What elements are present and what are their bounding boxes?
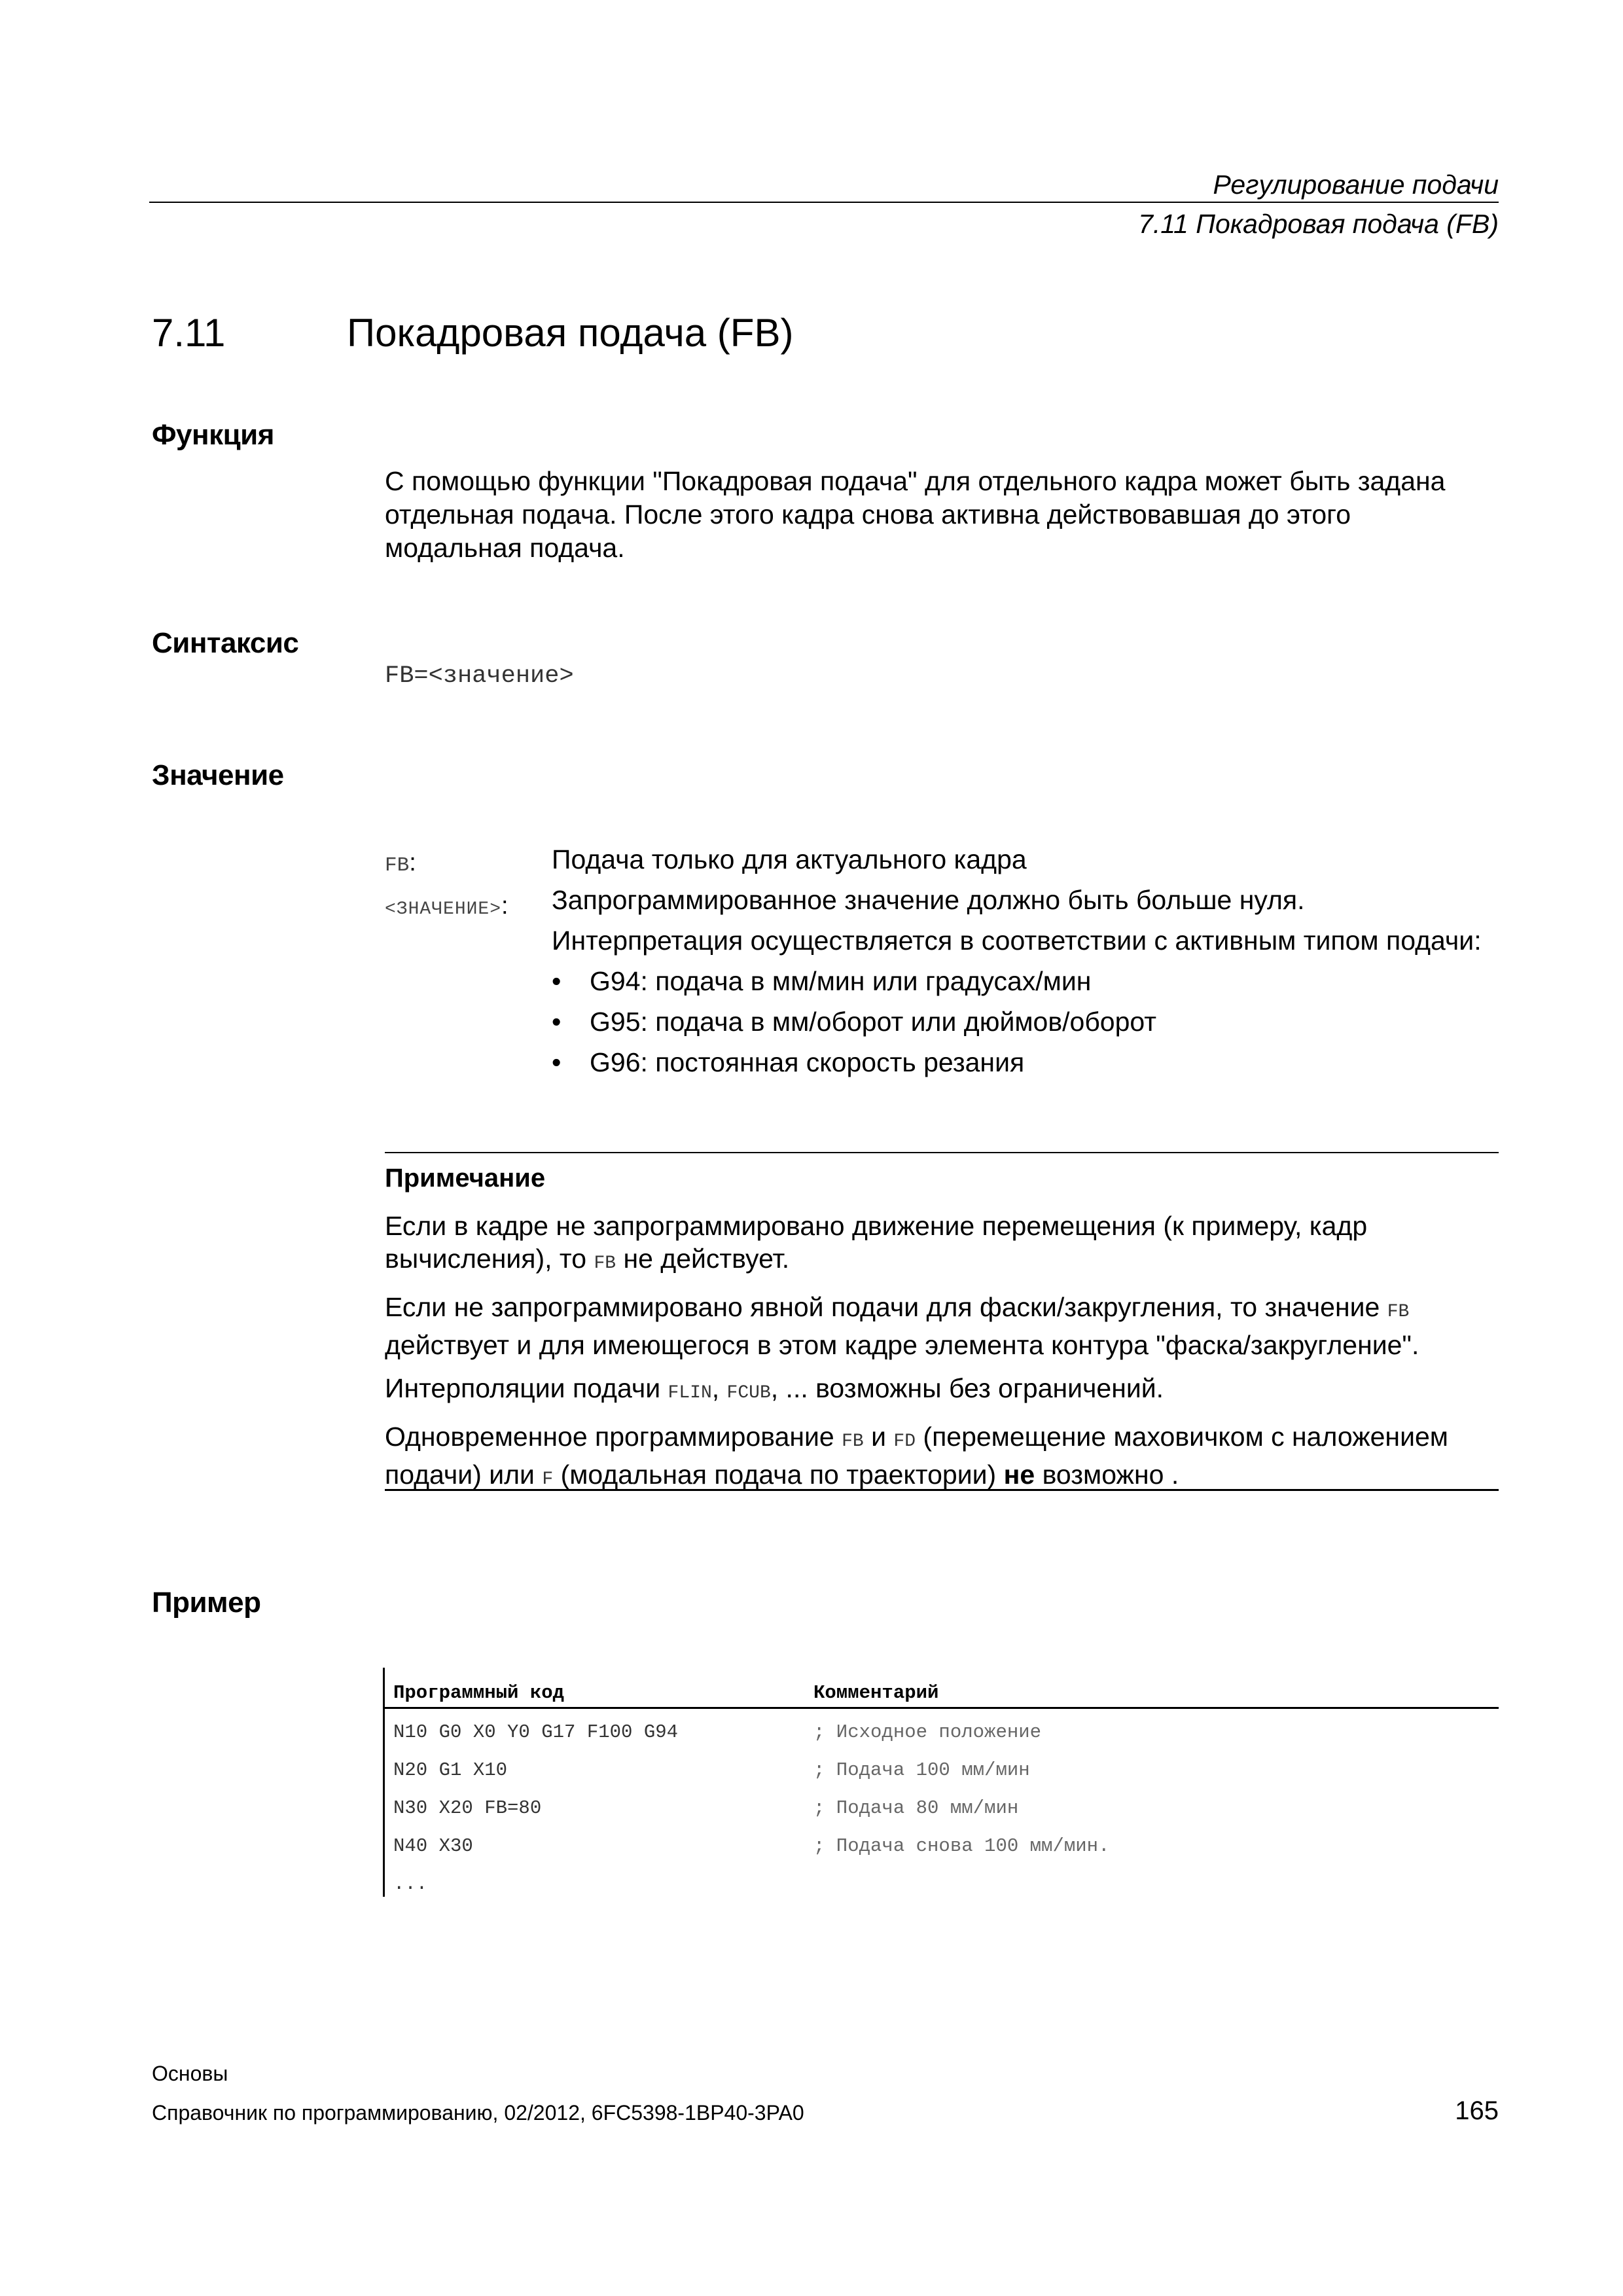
page-number: 165 — [1455, 2096, 1499, 2125]
note-text: и — [863, 1422, 894, 1452]
note-line — [385, 1242, 1504, 1280]
note-paragraph-1 — [385, 1210, 1504, 1280]
code-comment: ; Подача снова 100 мм/мин. — [813, 1835, 1110, 1857]
note-text: вычисления), то — [385, 1244, 594, 1274]
code-block-left-rule — [383, 1668, 385, 1897]
note-text: Интерполяции подачи — [385, 1373, 668, 1403]
code-comment: ; Подача 100 мм/мин — [813, 1759, 1030, 1781]
running-header-chapter: Регулирование подачи — [1213, 170, 1499, 200]
term-fb — [385, 849, 416, 877]
note-text: Одновременное программирование — [385, 1422, 842, 1452]
syntax-code: FB=<значение> — [385, 662, 574, 690]
meaning-heading: Значение — [152, 759, 284, 791]
function-line: модальная подача. — [385, 533, 625, 563]
note-bottom-rule — [385, 1489, 1499, 1491]
term-colon: : — [501, 892, 509, 920]
bullet-dot: • — [552, 1007, 562, 1037]
code-ellipsis: ... — [393, 1873, 428, 1895]
section-number: 7.11 — [152, 311, 226, 355]
note-text: подачи) или — [385, 1460, 543, 1490]
bullet-dot: • — [552, 966, 562, 996]
term-value — [385, 892, 509, 920]
function-heading: Функция — [152, 419, 274, 451]
function-line: отдельная подача. После этого кадра снова активна действовавшая до этого — [385, 499, 1351, 529]
bullet-text: G96: постоянная скорость резания — [590, 1047, 1025, 1077]
code-column-header: Программный код — [393, 1682, 565, 1704]
code-line: N10 G0 X0 Y0 G17 F100 G94 — [393, 1721, 679, 1743]
function-line: С помощью функции "Покадровая подача" для отдельного кадра может быть задана — [385, 466, 1446, 496]
fb-description: Подача только для актуального кадра — [552, 844, 1027, 874]
note-text: возможно . — [1035, 1460, 1179, 1490]
note-line — [385, 1291, 1504, 1329]
note-code-flin: FLIN — [668, 1383, 712, 1403]
bullet-item — [552, 966, 1091, 997]
footer-reference: Справочник по программированию, 02/2012, 6FC5398-1BP40-3PA0 — [152, 2101, 804, 2125]
code-line: N20 G1 X10 — [393, 1759, 508, 1781]
note-code-fd: FD — [893, 1431, 916, 1452]
note-code-fcub: FCUB — [726, 1383, 771, 1403]
code-comment: ; Подача 80 мм/мин — [813, 1797, 1019, 1819]
note-code-fb: FB — [594, 1253, 616, 1274]
example-heading: Пример — [152, 1587, 261, 1619]
note-text: не действует. — [616, 1244, 790, 1274]
code-header-rule — [383, 1707, 1499, 1709]
term-colon: : — [409, 849, 416, 876]
running-header-section: 7.11 Покадровая подача (FB) — [1138, 209, 1499, 239]
bullet-dot: • — [552, 1047, 562, 1077]
note-text: (перемещение маховичком с наложением — [916, 1422, 1448, 1452]
note-line: действует и для имеющегося в этом кадре элемента контура "фаска/закругление". — [385, 1330, 1419, 1360]
note-paragraph-3 — [385, 1372, 1504, 1410]
note-code-f: F — [542, 1469, 554, 1490]
note-text: , ... возможны без ограничений. — [770, 1373, 1164, 1403]
function-text — [385, 465, 1504, 565]
syntax-heading: Синтаксис — [152, 627, 299, 659]
section-title: Покадровая подача (FB) — [347, 311, 794, 355]
note-title: Примечание — [385, 1164, 546, 1193]
code-line: N30 X20 FB=80 — [393, 1797, 542, 1819]
note-text: Если не запрограммировано явной подачи для фаски/закругления, то значение — [385, 1292, 1387, 1322]
note-emphasis: не — [1003, 1460, 1035, 1490]
code-comment: ; Исходное положение — [813, 1721, 1042, 1743]
bullet-item — [552, 1007, 1156, 1037]
footer-book-title: Основы — [152, 2062, 228, 2085]
note-paragraph-2 — [385, 1291, 1504, 1361]
header-divider — [149, 202, 1499, 203]
note-code-fb: FB — [1387, 1302, 1410, 1322]
value-interpretation: Интерпретация осуществляется в соответствии с активным типом подачи: — [552, 925, 1482, 956]
note-line: Если в кадре не запрограммировано движение перемещения (к примеру, кадр — [385, 1211, 1368, 1241]
note-paragraph-4 — [385, 1420, 1504, 1496]
term-fb-code: FB — [385, 854, 410, 877]
bullet-item — [552, 1047, 1024, 1078]
bullet-text: G95: подача в мм/оборот или дюймов/оборот — [590, 1007, 1157, 1037]
note-line — [385, 1420, 1504, 1458]
term-value-code: <ЗНАЧЕНИЕ> — [385, 899, 502, 920]
code-line: N40 X30 — [393, 1835, 473, 1857]
comment-column-header: Комментарий — [813, 1682, 939, 1704]
bullet-text: G94: подача в мм/мин или градусах/мин — [590, 966, 1092, 996]
note-text: , — [711, 1373, 727, 1403]
note-code-fb: FB — [842, 1431, 864, 1452]
note-text: (модальная подача по траектории) — [553, 1460, 1004, 1490]
value-description: Запрограммированное значение должно быть больше нуля. — [552, 885, 1305, 915]
note-top-rule — [385, 1152, 1499, 1153]
